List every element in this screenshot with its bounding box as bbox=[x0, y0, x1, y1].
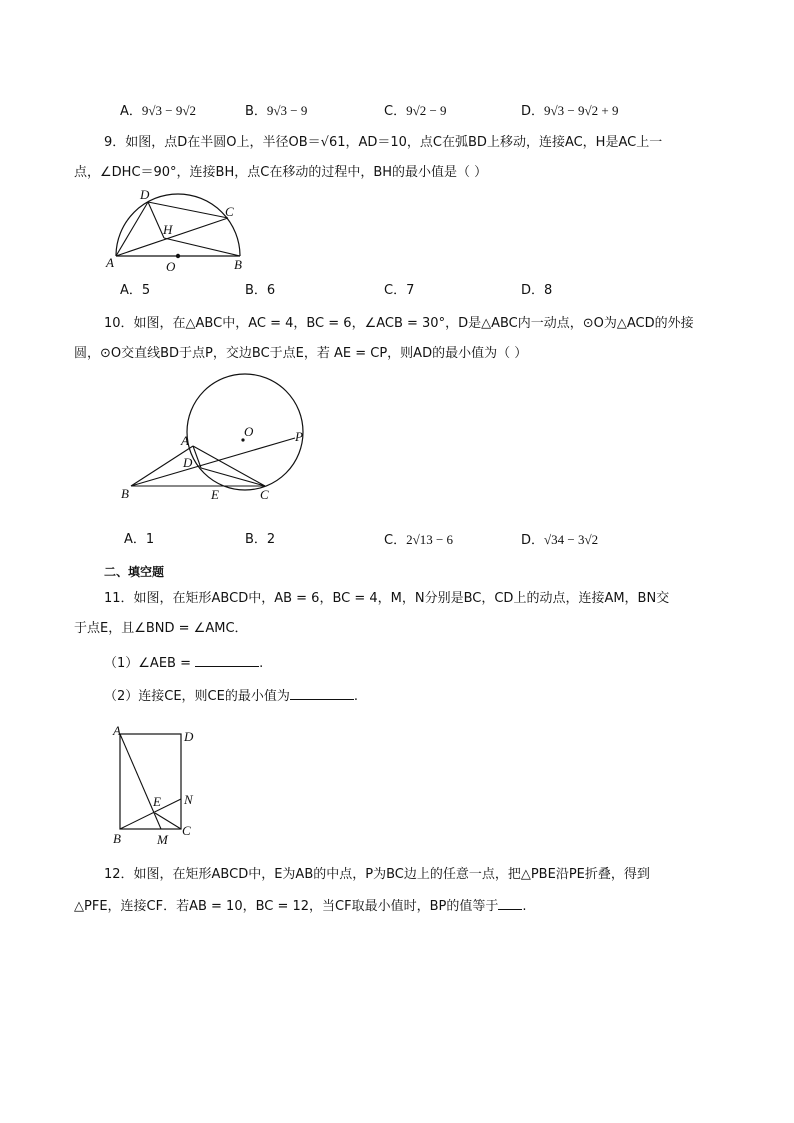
q11-label-a: A bbox=[113, 723, 121, 738]
q10-option-d: D．√34 − 3√2 bbox=[521, 532, 599, 548]
q12-answer-blank[interactable] bbox=[498, 895, 522, 910]
q10-label-b: B bbox=[121, 486, 129, 501]
q10-figure bbox=[115, 370, 325, 505]
q9-label-o: O bbox=[166, 259, 176, 274]
q9-figure bbox=[100, 185, 260, 275]
q11-figure bbox=[105, 720, 215, 850]
q10-line1: 10．如图，在△ABC中，AC = 4，BC = 6，∠ACB = 30°，D是△ABC内一动点，⊙O为△ACD的外接 bbox=[104, 316, 694, 331]
section-fill-in-title: 二、填空题 bbox=[104, 565, 165, 579]
q9-line1: 9．如图，点D在半圆O上，半径OB＝√61，AD＝10，点C在弧BD上移动，连接AC，H是AC上一 bbox=[104, 135, 663, 150]
q11-line1: 11．如图，在矩形ABCD中，AB = 6，BC = 4，M，N分别是BC，CD上的动点，连接AM，BN交 bbox=[104, 591, 670, 606]
q11-line2: 于点E，且∠BND = ∠AMC． bbox=[74, 621, 248, 636]
q9-label-h: H bbox=[163, 222, 173, 237]
q11-label-n: N bbox=[184, 792, 193, 807]
q11-answer-blank-2[interactable] bbox=[290, 685, 354, 700]
q9-center-dot bbox=[176, 254, 180, 258]
q9-option-b: B．6 bbox=[245, 283, 276, 298]
q11-label-c: C bbox=[182, 823, 191, 838]
q10-option-b: B．2 bbox=[245, 532, 276, 547]
q10-line2: 圆，⊙O交直线BD于点P，交边BC于点E，若 AE = CP，则AD的最小值为（ ） bbox=[74, 346, 528, 361]
q9-label-a: A bbox=[106, 255, 114, 270]
q11-label-d: D bbox=[184, 729, 194, 744]
q9-option-a: A．5 bbox=[120, 283, 151, 298]
q10-label-a: A bbox=[181, 433, 189, 448]
q9-label-d: D bbox=[140, 187, 150, 202]
q10-option-a: A．1 bbox=[124, 532, 155, 547]
q11-sub2: （2）连接CE，则CE的最小值为 . bbox=[104, 685, 358, 707]
q9-option-d: D．8 bbox=[521, 283, 553, 298]
q9-option-c: C．7 bbox=[384, 283, 415, 298]
q8-option-b: B．9√3 − 9 bbox=[245, 103, 308, 119]
q11-label-m: M bbox=[157, 832, 168, 847]
q9-label-c: C bbox=[225, 204, 234, 219]
q10-label-p: P bbox=[295, 429, 303, 444]
q8-option-c: C．9√2 − 9 bbox=[384, 103, 447, 119]
q9-line2: 点，∠DHC＝90°，连接BH，点C在移动的过程中，BH的最小值是（ ） bbox=[74, 165, 488, 180]
q12-line2: △PFE，连接CF．若AB = 10，BC = 12，当CF取最小值时，BP的值等于 . bbox=[74, 895, 527, 917]
q8-option-a: A．9√3 − 9√2 bbox=[120, 103, 197, 119]
q10-label-o: O bbox=[244, 424, 254, 439]
q9-label-b: B bbox=[234, 257, 242, 272]
q10-label-e: E bbox=[211, 487, 219, 502]
q11-answer-blank-1[interactable] bbox=[195, 652, 259, 667]
q10-label-c: C bbox=[260, 487, 269, 502]
q11-label-b: B bbox=[113, 831, 121, 846]
q10-option-c: C．2√13 − 6 bbox=[384, 532, 454, 548]
q11-sub1: （1）∠AEB = . bbox=[104, 652, 263, 674]
q10-label-d: D bbox=[183, 455, 193, 470]
q11-label-e: E bbox=[153, 794, 161, 809]
q11-rectangle bbox=[120, 734, 181, 829]
q12-line1: 12．如图，在矩形ABCD中，E为AB的中点，P为BC边上的任意一点，把△PBE沿PE折叠，得到 bbox=[104, 867, 650, 882]
q8-option-d: D．9√3 − 9√2 + 9 bbox=[521, 103, 619, 119]
